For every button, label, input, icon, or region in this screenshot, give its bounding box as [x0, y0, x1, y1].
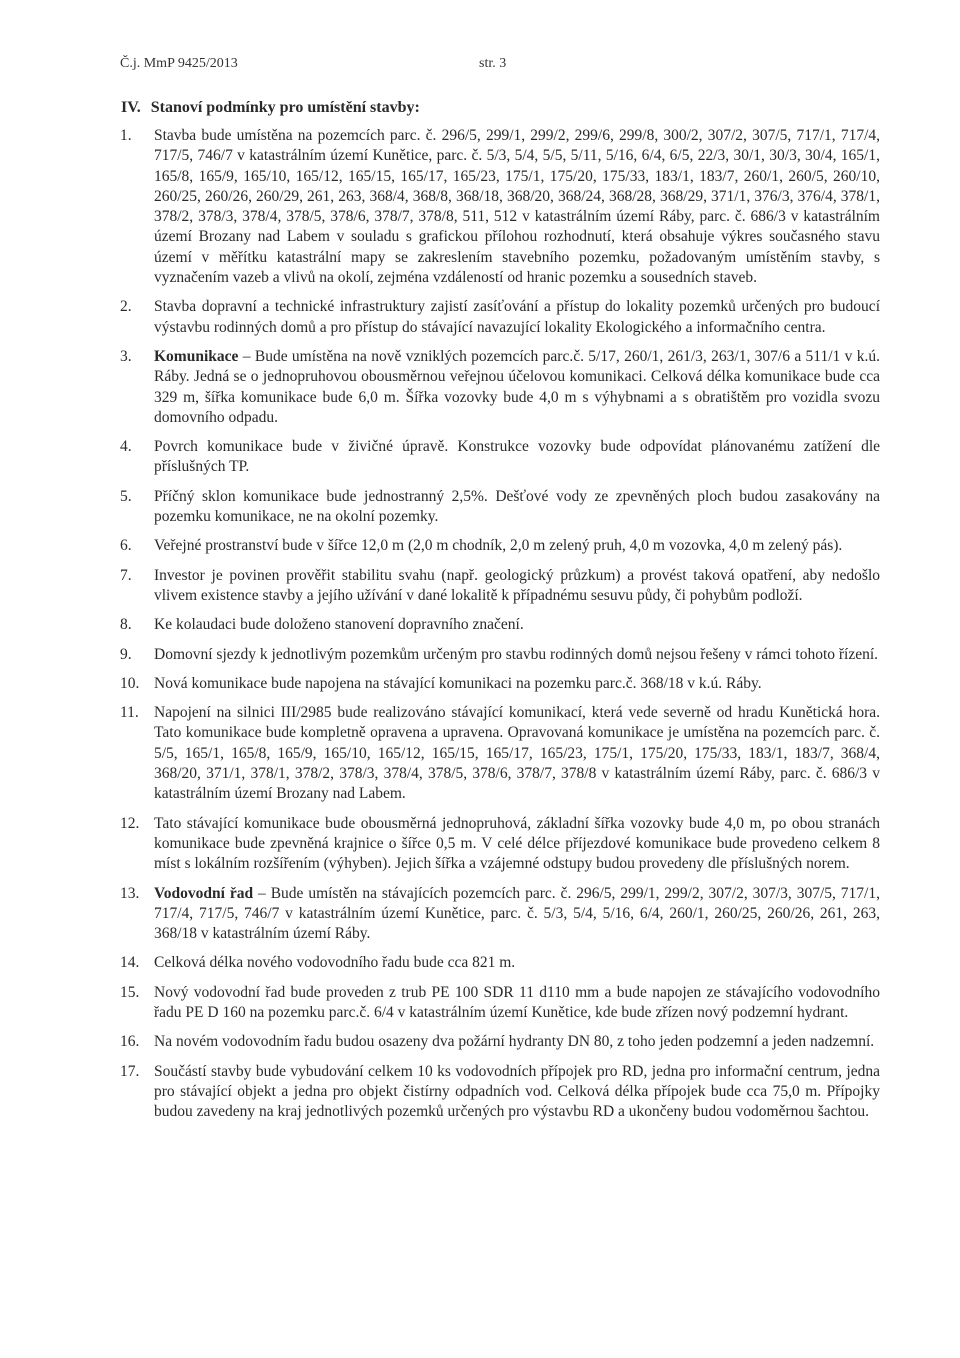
condition-text	[154, 983, 880, 1024]
condition-number: 9.	[120, 645, 132, 663]
condition-number: 5.	[120, 487, 132, 505]
condition-number: 7.	[120, 566, 132, 584]
condition-body: Veřejné prostranství bude v šířce 12,0 m (2,0 m chodník, 2,0 m zelený pruh, 4,0 m vozovka, 4,0 m zelený pás).	[154, 537, 843, 555]
section-number: IV.	[121, 99, 141, 116]
condition-body: Tato stávající komunikace bude obousměrná jednopruhová, základní šířka vozovky bude 4,0 m, po obou stranách komunikace bude zpevněná krajnice o šířce 0,5 m. V celé délce příjezdové komunikace bude provedeno celkem 8 míst s lokálním rozšířením (výhyben). Jejich šířka a vzájemné odstupy budou provedeny dle příslušných norem.	[154, 814, 880, 873]
condition-number: 11.	[120, 704, 139, 722]
condition-item	[120, 1062, 880, 1123]
condition-text	[154, 536, 880, 556]
section-title: Stanoví podmínky pro umístění stavby:	[150, 99, 420, 116]
condition-text	[154, 1032, 880, 1052]
section-heading	[121, 99, 420, 117]
condition-text	[154, 645, 880, 665]
page-number: str. 3	[479, 56, 507, 71]
condition-number: 3.	[120, 347, 132, 365]
condition-text	[154, 703, 880, 804]
condition-text	[154, 297, 880, 338]
condition-item	[120, 703, 880, 804]
condition-number: 1.	[120, 127, 132, 144]
condition-body: Domovní sjezdy k jednotlivým pozemkům určeným pro stavbu rodinných domů nejsou řešeny v rámci tohoto řízení.	[154, 645, 879, 663]
condition-number: 17.	[120, 1062, 140, 1080]
condition-text	[154, 884, 880, 945]
condition-item	[120, 884, 880, 945]
condition-body: Ke kolaudaci bude doloženo stanovení dopravního značení.	[154, 616, 524, 634]
condition-item	[120, 983, 880, 1024]
condition-number: 13.	[120, 884, 140, 902]
condition-text	[154, 566, 880, 607]
condition-text	[154, 814, 880, 875]
condition-item	[120, 674, 880, 694]
condition-body: Stavba bude umístěna na pozemcích parc. č. 296/5, 299/1, 299/2, 299/6, 299/8, 300/2, 307/2, 307/5, 717/1, 717/4, 717/5, 746/7 v katastrálním území Kunětice, parc. č. 5/3, 5/4, 5/5, 5/11, 5/16, 6/4, 6/5, 22/3, 30/1, 30/3, 30/4, 165/1, 165/8, 165/9, 165/10, 165/12, 165/15, 165/17, 165/23, 175/1, 175/20, 175/33, 183/1, 183/7, 260/1, 260/5, 260/10, 260/25, 260/26, 260/29, 261, 263, 368/4, 368/8, 368/18, 368/20, 368/24, 368/28, 368/29, 371/1, 376/3, 376/4, 378/1, 378/2, 378/3, 378/4, 378/5, 378/6, 378/7, 378/8, 511, 512 v katastrálním území Ráby, parc. č. 686/3 v katastrálním území Brozany nad Labem v souladu s grafickou přílohou rozhodnutí, která obsahuje výkres současného stavu území v měřítku katastrální mapy se zakreslením stavebního pozemku, požadovaným umístěním stavby, s vyznačením vazeb a vlivů na okolí, zejména vzdáleností od hranic pozemku a sousedních staveb.	[154, 127, 880, 287]
condition-text	[154, 953, 880, 973]
condition-item	[120, 487, 880, 528]
condition-body: – Bude umístěn na stávajících pozemcích parc. č. 296/5, 299/1, 299/2, 307/2, 307/3, 307/5, 717/1, 717/4, 717/5, 746/7 v katastrálním území Kunětice, parc. č. 5/3, 5/4, 5/16, 6/4, 260/1, 260/25, 260/26, 261, 263, 368/18 v katastrálním území Ráby.	[154, 884, 880, 943]
condition-body: Napojení na silnici III/2985 bude realizováno stávající komunikací, která vede severně od hradu Kunětická hora. Tato komunikace bude kompletně opravena a upravena. Opravovaná komunikace je umístěna na pozemcích parc. č. 5/5, 165/1, 165/8, 165/9, 165/10, 165/12, 165/15, 165/17, 165/23, 175/1, 175/20, 175/33, 183/1, 183/7, 368/4, 368/20, 371/1, 378/1, 378/2, 378/3, 378/4, 378/5, 378/6, 378/7, 378/8 v katastrálním území Ráby, parc. č. 686/3 v katastrálním území Brozany nad Labem.	[154, 704, 880, 803]
condition-item	[120, 645, 880, 665]
condition-number: 15.	[120, 983, 140, 1001]
condition-text	[154, 674, 880, 694]
condition-body: Stavba dopravní a technické infrastruktury zajistí zasíťování a přístup do lokality pozemků určených pro budoucí výstavbu rodinných domů a pro přístup do stávající navazující lokality Ekologického a informačního centra.	[154, 298, 880, 336]
condition-number: 6.	[120, 537, 132, 555]
condition-item	[120, 126, 880, 288]
condition-text	[154, 347, 880, 428]
condition-keyword: Komunikace	[154, 347, 239, 365]
condition-item	[120, 615, 880, 635]
conditions-list	[120, 126, 880, 1131]
condition-number: 2.	[120, 298, 132, 316]
condition-text	[154, 615, 880, 635]
condition-text	[154, 437, 880, 478]
condition-body: Na novém vodovodním řadu budou osazeny dva požární hydranty DN 80, z toho jeden podzemní a jeden nadzemní.	[154, 1033, 875, 1051]
condition-item	[120, 297, 880, 338]
condition-item	[120, 814, 880, 875]
condition-number: 4.	[120, 438, 132, 456]
condition-text	[154, 126, 880, 288]
condition-text	[154, 1062, 880, 1123]
condition-number: 12.	[120, 814, 140, 832]
reference-number: Č.j. MmP 9425/2013	[120, 56, 238, 71]
condition-body: Příčný sklon komunikace bude jednostranný 2,5%. Dešťové vody ze zpevněných ploch budou zasakovány na pozemku komunikace, ne na okolní pozemky.	[154, 487, 880, 526]
condition-body: Investor je povinen prověřit stabilitu svahu (např. geologický průzkum) a provést taková opatření, aby nedošlo vlivem existence stavby a jejího užívání v dané lokalitě k případnému sesuvu půdy, či pohybům podloží.	[154, 566, 880, 604]
condition-item	[120, 566, 880, 607]
condition-body: Celková délka nového vodovodního řadu bude cca 821 m.	[154, 954, 516, 972]
condition-body: Povrch komunikace bude v živičné úpravě. Konstrukce vozovky bude odpovídat plánovanému zatížení dle příslušných TP.	[154, 438, 880, 476]
condition-body: Nový vodovodní řad bude proveden z trub PE 100 SDR 11 d110 mm a bude napojen ze stávajícího vodovodního řadu PE D 160 na pozemku parc.č. 6/4 v katastrálním území Kunětice, kde bude zřízen nový podzemní hydrant.	[154, 983, 880, 1021]
condition-item	[120, 953, 880, 973]
condition-item	[120, 1032, 880, 1052]
condition-item	[120, 536, 880, 556]
condition-number: 14.	[120, 954, 140, 972]
condition-number: 10.	[120, 674, 140, 692]
condition-keyword: Vodovodní řad	[154, 884, 254, 902]
condition-body: Nová komunikace bude napojena na stávající komunikaci na pozemku parc.č. 368/18 v k.ú. Ráby.	[154, 674, 762, 692]
condition-number: 8.	[120, 616, 132, 634]
condition-number: 16.	[120, 1033, 140, 1051]
condition-body: – Bude umístěna na nově vzniklých pozemcích parc.č. 5/17, 260/1, 261/3, 263/1, 307/6 a 511/1 v k.ú. Ráby. Jedná se o jednopruhovou obousměrnou veřejnou účelovou komunikaci. Celková délka komunikace bude cca 329 m, šířka komunikace bude 6,0 m. Šířka vozovky bude 4,0 m s výhybnami a s obratištěm pro vozidla svozu domovního odpadu.	[154, 347, 880, 426]
condition-item	[120, 347, 880, 428]
condition-item	[120, 437, 880, 478]
condition-text	[154, 487, 880, 528]
condition-body: Součástí stavby bude vybudování celkem 10 ks vodovodních přípojek pro RD, jedna pro informační centrum, jedna pro stávající objekt a jedna pro objekt čistírny odpadních vod. Celková délka přípojek bude cca 75,0 m. Přípojky budou zavedeny na kraj jednotlivých pozemků určených pro výstavbu RD a ukončeny budou vodoměrnou šachtou.	[154, 1062, 880, 1121]
